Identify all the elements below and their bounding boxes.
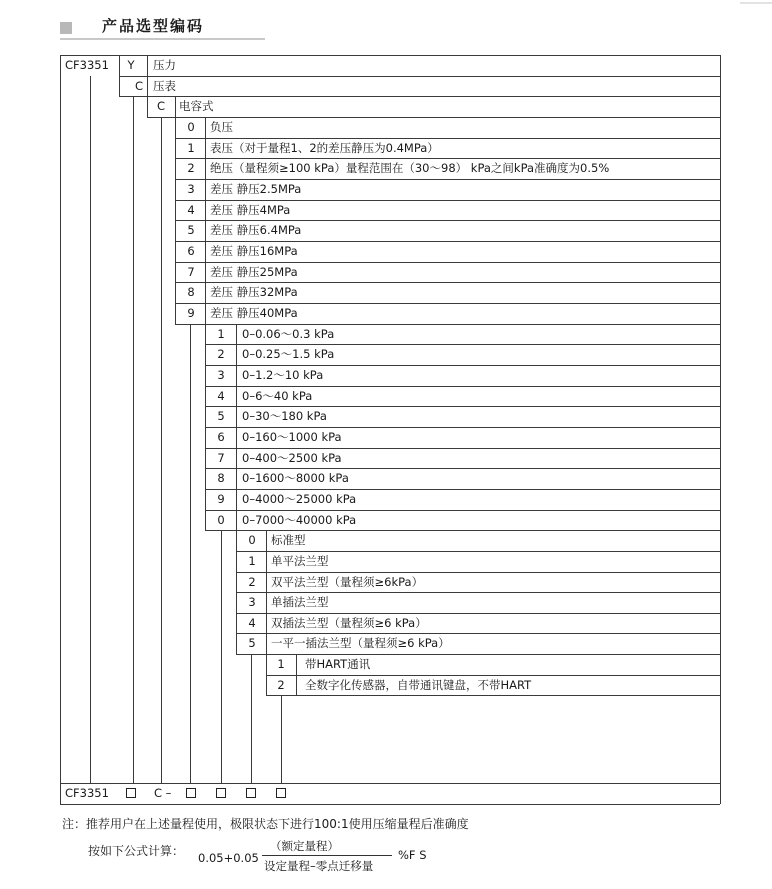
table-rule	[205, 468, 206, 489]
bottom-c-dash: C –	[154, 786, 172, 800]
table-rule	[266, 613, 267, 633]
connector-line	[90, 76, 91, 783]
table-rule	[205, 448, 206, 468]
bottom-model-code: CF3351	[65, 786, 109, 800]
pressure-type-label: 差压 静压16MPa	[210, 244, 298, 258]
table-rule	[175, 158, 720, 159]
table-rule	[236, 386, 237, 406]
range-code: 7	[217, 451, 225, 465]
pressure-type-label: 负压	[210, 120, 233, 134]
range-code: 9	[217, 492, 225, 506]
formula-denominator: 设定量程–零点迁移量	[264, 859, 374, 873]
table-rule	[205, 200, 206, 220]
table-rule	[175, 241, 720, 242]
table-rule	[266, 592, 267, 613]
level1-label: 压力	[153, 58, 176, 72]
table-rule	[296, 675, 297, 695]
structure-label: 双插法兰型（量程须≥6 kPa）	[271, 616, 427, 630]
pressure-type-label: 表压（对于量程1、2的差压静压为0.4MPa）	[210, 141, 439, 155]
table-rule	[205, 282, 206, 303]
table-rule	[236, 572, 237, 592]
table-rule	[205, 427, 720, 428]
table-rule	[175, 138, 720, 139]
page-title: 产品选型编码	[102, 17, 205, 35]
range-label: 0–7000～40000 kPa	[242, 513, 357, 527]
pressure-type-label: 差压 静压40MPa	[210, 306, 298, 320]
level2-code: C	[134, 79, 144, 93]
table-rule	[266, 633, 267, 654]
bottom-row-top	[60, 783, 720, 784]
pressure-type-code: 5	[187, 223, 195, 237]
note-text: 注：推荐用户在上述量程使用，极限状态下进行100:1使用压缩量程后准确度	[62, 817, 469, 831]
range-label: 0–4000～25000 kPa	[242, 492, 357, 506]
table-rule	[296, 654, 297, 675]
table-rule	[205, 220, 206, 241]
table-rule	[205, 530, 720, 531]
table-rule	[266, 551, 267, 572]
table-rule	[119, 76, 720, 77]
table-rule	[205, 158, 206, 179]
connector-line	[133, 96, 134, 783]
table-rule	[236, 448, 237, 468]
table-rule	[236, 613, 237, 633]
table-rule	[236, 592, 237, 613]
formula-label: 按如下公式计算：	[88, 844, 185, 858]
table-rule	[205, 510, 720, 511]
structure-code: 3	[248, 595, 256, 609]
range-label: 0–30～180 kPa	[242, 409, 327, 423]
table-rule	[205, 241, 206, 262]
level1-code: Y	[127, 58, 135, 72]
structure-code: 4	[248, 616, 256, 630]
table-right-border	[720, 55, 721, 804]
table-rule	[175, 138, 176, 158]
connector-line	[161, 117, 162, 783]
connector-line	[251, 654, 252, 783]
table-rule	[205, 365, 720, 366]
table-rule	[175, 179, 176, 200]
structure-code: 2	[248, 575, 256, 589]
pressure-type-code: 3	[187, 182, 195, 196]
table-rule	[175, 282, 720, 283]
table-rule	[205, 489, 206, 510]
table-rule	[205, 386, 720, 387]
table-rule	[175, 303, 720, 304]
structure-code: 5	[248, 636, 256, 650]
table-rule	[175, 324, 720, 325]
range-code: 5	[217, 409, 225, 423]
table-rule	[205, 344, 206, 365]
range-code: 1	[217, 327, 225, 341]
range-label: 0–0.06～0.3 kPa	[242, 327, 335, 341]
table-rule	[236, 530, 237, 551]
pressure-type-label: 绝压（量程须≥100 kPa）量程范围在（30～98） kPa之间kPa准确度为0.5%	[210, 161, 610, 175]
pressure-type-code: 7	[187, 265, 195, 279]
table-rule	[266, 695, 720, 696]
connector-line	[281, 695, 282, 783]
table-rule	[266, 530, 267, 551]
pressure-type-code: 0	[187, 120, 195, 134]
table-rule	[205, 138, 206, 158]
pressure-type-code: 4	[187, 203, 195, 217]
table-rule	[205, 365, 206, 386]
pressure-type-code: 9	[187, 306, 195, 320]
table-rule	[236, 551, 720, 552]
pressure-type-code: 8	[187, 285, 195, 299]
table-rule	[175, 200, 176, 220]
table-rule	[205, 510, 206, 530]
table-rule	[205, 117, 206, 138]
structure-code: 1	[248, 554, 256, 568]
table-rule	[236, 468, 237, 489]
connector-line	[190, 324, 191, 783]
code-box-1	[126, 788, 136, 798]
table-rule	[236, 551, 237, 572]
table-rule	[266, 654, 267, 675]
table-rule	[175, 220, 176, 241]
formula-prefix: 0.05+0.05	[198, 851, 259, 865]
table-rule	[236, 633, 237, 654]
output-code: 2	[277, 678, 285, 692]
range-code: 4	[217, 389, 225, 403]
table-bottom-border	[60, 804, 720, 805]
table-rule	[205, 427, 206, 448]
table-rule	[236, 654, 720, 655]
table-rule	[119, 96, 720, 97]
structure-label: 一平一插法兰型（量程须≥6 kPa）	[271, 636, 450, 650]
formula-suffix: %F S	[398, 848, 427, 862]
level2-label: 压表	[153, 79, 176, 93]
fraction-bar	[262, 855, 392, 856]
structure-label: 双平法兰型（量程须≥6kPa）	[271, 575, 424, 589]
table-rule	[175, 96, 176, 117]
table-rule	[236, 613, 720, 614]
code-box-5	[276, 788, 286, 798]
table-rule	[236, 324, 237, 344]
table-left-border	[60, 55, 61, 804]
table-rule	[119, 76, 120, 96]
table-rule	[205, 406, 720, 407]
table-rule	[205, 262, 206, 282]
range-label: 0–1.2～10 kPa	[242, 368, 324, 382]
range-code: 8	[217, 471, 225, 485]
output-code: 1	[277, 657, 285, 671]
pressure-type-label: 差压 静压32MPa	[210, 285, 298, 299]
table-rule	[205, 303, 206, 324]
table-rule	[236, 406, 237, 427]
level3-code: C	[156, 99, 166, 113]
output-label: 带HART通讯	[305, 657, 371, 671]
table-rule	[175, 220, 720, 221]
table-rule	[175, 179, 720, 180]
code-box-2	[186, 788, 196, 798]
table-rule	[236, 489, 237, 510]
pressure-type-code: 1	[187, 141, 195, 155]
model-code: CF3351	[65, 58, 109, 72]
table-rule	[205, 489, 720, 490]
table-rule	[175, 262, 720, 263]
table-rule	[236, 427, 237, 448]
table-rule	[147, 96, 148, 117]
code-box-3	[216, 788, 226, 798]
range-label: 0–0.25～1.5 kPa	[242, 347, 335, 361]
table-rule	[236, 365, 237, 386]
table-rule	[205, 468, 720, 469]
range-code: 0	[217, 513, 225, 527]
table-rule	[175, 241, 176, 262]
table-rule	[266, 675, 720, 676]
table-rule	[236, 572, 720, 573]
table-rule	[175, 303, 176, 324]
table-rule	[119, 55, 120, 76]
connector-line	[221, 530, 222, 783]
pressure-type-label: 差压 静压4MPa	[210, 203, 291, 217]
range-code: 2	[217, 347, 225, 361]
range-code: 6	[217, 430, 225, 444]
table-rule	[205, 448, 720, 449]
pressure-type-label: 差压 静压2.5MPa	[210, 182, 302, 196]
table-rule	[175, 200, 720, 201]
pressure-type-code: 6	[187, 244, 195, 258]
table-rule	[205, 344, 720, 345]
formula-numerator: （额定量程）	[270, 839, 339, 853]
range-code: 3	[217, 368, 225, 382]
range-label: 0–6～40 kPa	[242, 389, 313, 403]
table-rule	[205, 324, 206, 344]
table-rule	[236, 344, 237, 365]
pressure-type-code: 2	[187, 161, 195, 175]
structure-label: 标准型	[271, 533, 306, 547]
range-label: 0–160～1000 kPa	[242, 430, 342, 444]
table-rule	[175, 282, 176, 303]
table-rule	[266, 572, 267, 592]
table-rule	[147, 117, 720, 118]
table-rule	[205, 179, 206, 200]
range-label: 0–400～2500 kPa	[242, 451, 342, 465]
structure-label: 单平法兰型	[271, 554, 329, 568]
code-box-4	[246, 788, 256, 798]
table-rule	[175, 117, 176, 138]
range-label: 0–1600～8000 kPa	[242, 471, 349, 485]
table-rule	[236, 592, 720, 593]
table-rule	[205, 386, 206, 406]
table-rule	[236, 633, 720, 634]
table-rule	[266, 675, 267, 695]
pressure-type-label: 差压 静压25MPa	[210, 265, 298, 279]
output-label: 全数字化传感器，自带通讯键盘，不带HART	[305, 678, 532, 692]
table-top-border	[60, 55, 720, 56]
pressure-type-label: 差压 静压6.4MPa	[210, 223, 302, 237]
structure-label: 单插法兰型	[271, 595, 329, 609]
level3-label: 电容式	[179, 99, 214, 113]
table-rule	[175, 158, 176, 179]
table-rule	[205, 406, 206, 427]
structure-code: 0	[248, 533, 256, 547]
table-rule	[236, 510, 237, 530]
table-rule	[175, 262, 176, 282]
